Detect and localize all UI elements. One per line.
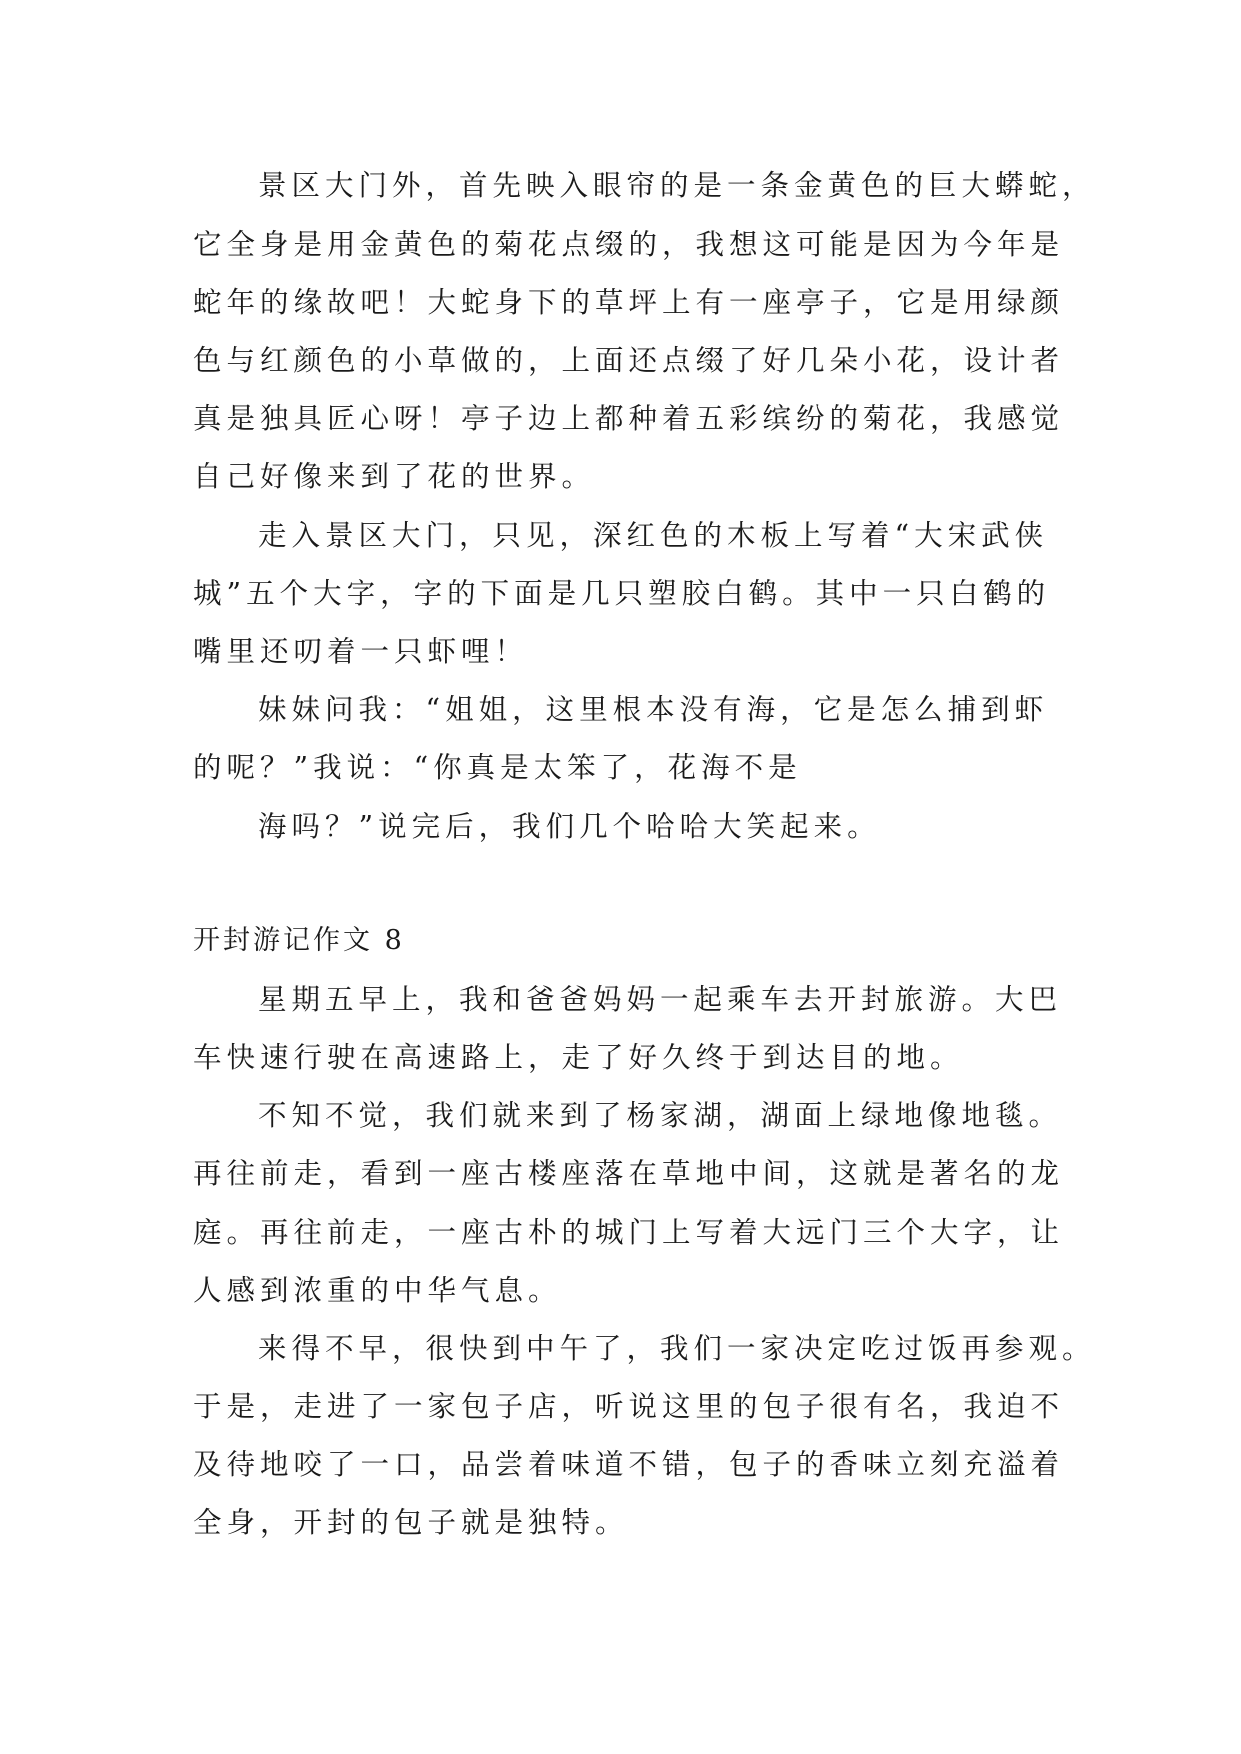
text-line: 来得不早，很快到中午了，我们一家决定吃过饭再参观。 xyxy=(258,1332,1096,1365)
text-line: 真是独具匠心呀！亭子边上都种着五彩缤纷的菊花，我感觉 xyxy=(193,402,1065,435)
text-line: 景区大门外，首先映入眼帘的是一条金黄色的巨大蟒蛇， xyxy=(258,169,1096,202)
text-line: 嘴里还叨着一只虾哩！ xyxy=(193,635,529,668)
text-line: 的呢？”我说：“你真是太笨了，花海不是 xyxy=(193,751,802,784)
text-line: 色与红颜色的小草做的，上面还点缀了好几朵小花，设计者 xyxy=(193,344,1065,377)
text-line: 它全身是用金黄色的菊花点缀的，我想这可能是因为今年是 xyxy=(193,228,1065,261)
text-line: 及待地咬了一口，品尝着味道不错，包子的香味立刻充溢着 xyxy=(193,1448,1065,1481)
text-line: 车快速行驶在高速路上，走了好久终于到达目的地。 xyxy=(193,1041,964,1074)
text-line: 星期五早上，我和爸爸妈妈一起乘车去开封旅游。大巴 xyxy=(258,983,1063,1016)
text-line: 妹妹问我：“姐姐，这里根本没有海，它是怎么捕到虾 xyxy=(258,693,1049,726)
text-line: 海吗？”说完后，我们几个哈哈大笑起来。 xyxy=(258,810,881,843)
text-line: 于是，走进了一家包子店，听说这里的包子很有名，我迫不 xyxy=(193,1390,1065,1423)
text-line: 自己好像来到了花的世界。 xyxy=(193,460,596,493)
text-line: 蛇年的缘故吧！大蛇身下的草坪上有一座亭子，它是用绿颜 xyxy=(193,286,1065,319)
text-line: 庭。再往前走，一座古朴的城门上写着大远门三个大字，让 xyxy=(193,1216,1065,1249)
text-line: 人感到浓重的中华气息。 xyxy=(193,1274,562,1307)
text-line: 不知不觉，我们就来到了杨家湖，湖面上绿地像地毯。 xyxy=(258,1099,1063,1132)
essay-title: 开封游记作文 8 xyxy=(193,925,405,956)
text-line: 全身，开封的包子就是独特。 xyxy=(193,1506,629,1539)
text-line: 城”五个大字，字的下面是几只塑胶白鹤。其中一只白鹤的 xyxy=(193,577,1051,610)
text-line: 走入景区大门，只见，深红色的木板上写着“大宋武侠 xyxy=(258,519,1049,552)
text-line: 再往前走，看到一座古楼座落在草地中间，这就是著名的龙 xyxy=(193,1157,1065,1190)
